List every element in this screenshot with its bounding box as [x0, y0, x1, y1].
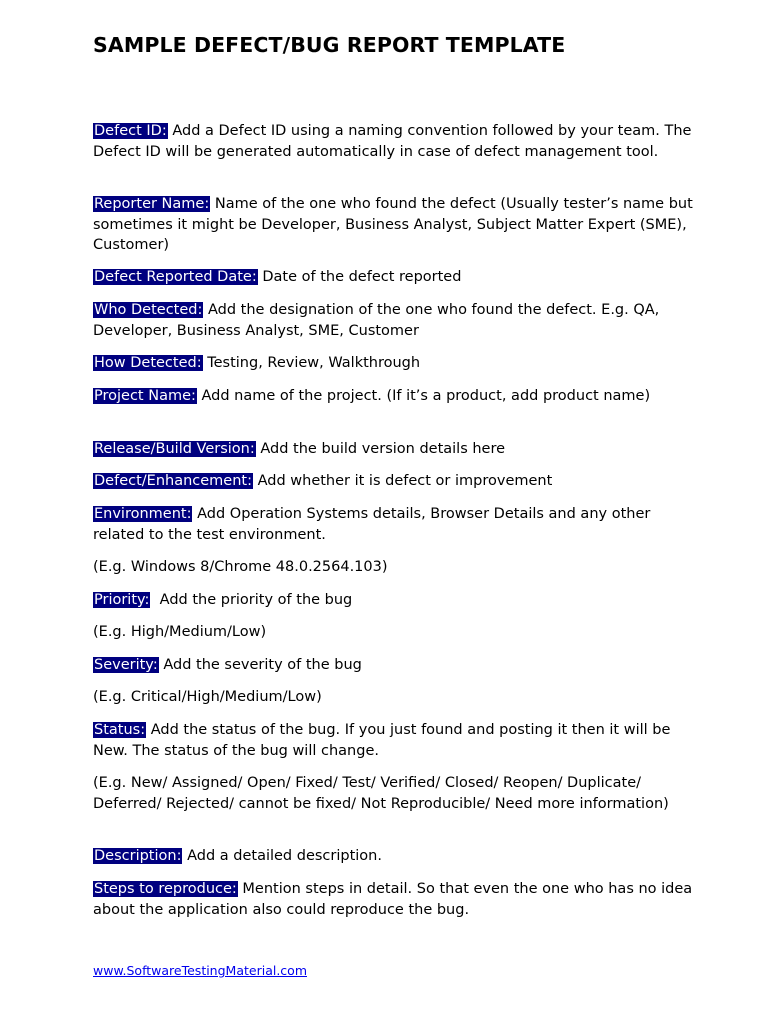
field-status-example — [93, 773, 693, 814]
field-steps-to-reproduce — [93, 879, 693, 920]
field-label: Steps to reproduce: — [94, 881, 237, 897]
field-severity — [93, 655, 693, 676]
field-label: Who Detected: — [94, 302, 203, 318]
field-label: Description: — [94, 848, 182, 864]
field-priority-example — [93, 622, 693, 643]
field-status — [93, 720, 693, 761]
field-release-build-version — [93, 439, 693, 460]
field-label: Defect/Enhancement: — [94, 473, 252, 489]
field-environment-example — [93, 557, 693, 578]
field-defect-id — [93, 121, 693, 162]
field-text: Add a Defect ID using a naming convention followed by your team. The Defect ID will be generated automatically in case of defect management tool. — [93, 123, 692, 160]
field-text: Add name of the project. (If it’s a product, add product name) — [196, 388, 651, 404]
field-text: Add the build version details here — [255, 441, 506, 457]
field-text: Add the severity of the bug — [158, 657, 362, 673]
field-text: Date of the defect reported — [257, 269, 462, 285]
page-title: SAMPLE DEFECT/BUG REPORT TEMPLATE — [93, 33, 566, 57]
field-text: Add a detailed description. — [182, 848, 382, 864]
field-label: Reporter Name: — [94, 196, 210, 212]
field-text: Name of the one who found the defect (Usually tester’s name but sometimes it might be Developer, Business Analyst, Subject Matter Expert (SME), Customer) — [93, 196, 693, 253]
field-text: Add Operation Systems details, Browser Details and any other related to the test environment. — [93, 506, 651, 543]
field-defect-enhancement — [93, 471, 693, 492]
field-project-name — [93, 386, 693, 407]
field-who-detected — [93, 300, 693, 341]
field-severity-example — [93, 687, 693, 708]
field-reporter-name — [93, 194, 693, 256]
field-defect-reported-date — [93, 267, 693, 288]
field-text: Mention steps in detail. So that even the one who has no idea about the application also could reproduce the bug. — [93, 881, 693, 918]
field-description — [93, 846, 693, 867]
field-text: Add whether it is defect or improvement — [252, 473, 553, 489]
field-environment — [93, 504, 693, 545]
footer-website-link[interactable]: www.SoftwareTestingMaterial.com — [93, 963, 307, 978]
field-text: (E.g. Critical/High/Medium/Low) — [93, 689, 322, 705]
field-label: Defect Reported Date: — [94, 269, 257, 285]
field-label: Priority: — [94, 592, 150, 608]
field-text: Add the designation of the one who found the defect. E.g. QA, Developer, Business Analyst, SME, Customer — [93, 302, 660, 339]
field-label: Defect ID: — [94, 123, 167, 139]
field-how-detected — [93, 353, 693, 374]
field-text: Add the status of the bug. If you just found and posting it then it will be New. The status of the bug will change. — [93, 722, 671, 759]
field-text: (E.g. New/ Assigned/ Open/ Fixed/ Test/ Verified/ Closed/ Reopen/ Duplicate/ Deferred/ Rejected/ cannot be fixed/ Not Reproducible/ Need more information) — [93, 775, 669, 812]
field-label: Release/Build Version: — [94, 441, 255, 457]
field-priority — [93, 590, 693, 611]
field-label: Project Name: — [94, 388, 196, 404]
field-label: How Detected: — [94, 355, 202, 371]
field-text: (E.g. High/Medium/Low) — [93, 624, 267, 640]
field-text: Testing, Review, Walkthrough — [202, 355, 421, 371]
field-text: Add the priority of the bug — [150, 592, 353, 608]
field-label: Environment: — [94, 506, 192, 522]
field-label: Status: — [94, 722, 146, 738]
field-text: (E.g. Windows 8/Chrome 48.0.2564.103) — [93, 559, 388, 575]
field-label: Severity: — [94, 657, 158, 673]
